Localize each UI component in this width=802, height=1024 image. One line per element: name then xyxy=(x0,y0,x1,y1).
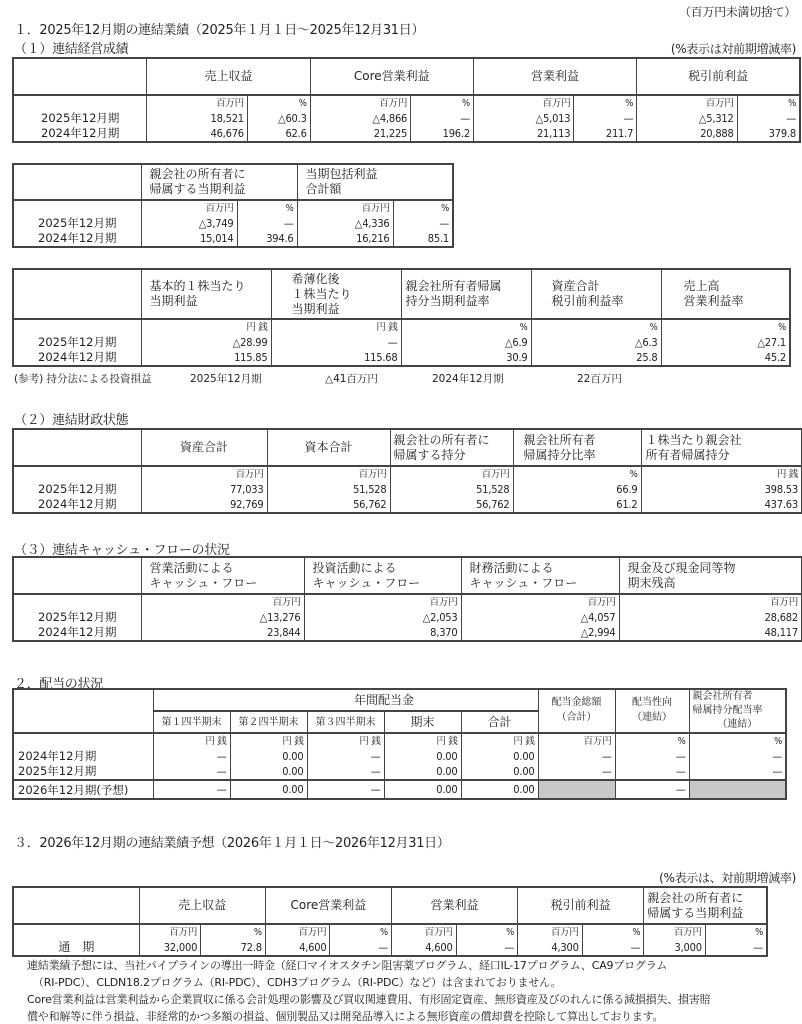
corner-cell xyxy=(13,164,141,200)
corner-cell xyxy=(13,429,141,466)
header-bps: １株当たり親会社 所有者帰属持分 xyxy=(641,429,802,466)
equity-method-value-2: 22百万円 xyxy=(577,373,622,385)
row-labels: 2025年12月期 2024年12月期 xyxy=(13,466,141,513)
cell-op: 百万円 △5,013 21,113 xyxy=(473,95,573,142)
header-q2: 第２四半期末 xyxy=(230,711,307,733)
cell-roe: % △6.9 30.9 xyxy=(401,319,531,366)
unit-note: （百万円未満切捨て） xyxy=(678,5,796,19)
section1-sub3-title: （３）連結キャッシュ・フローの状況 xyxy=(14,543,230,558)
forecast-total-dividend-shaded xyxy=(538,780,615,799)
cell-core-op: 百万円 △4,866 21,225 xyxy=(310,95,410,142)
cell-year-end: 円 銭 0.00 0.00 xyxy=(384,733,461,780)
footnote-line-1: 連結業績予想には、当社パイプラインの導出一時金（経口マイオスタチン阻害薬プログラム、経口IL-17プログラム、CA9プログラム xyxy=(27,959,668,972)
corner-cell xyxy=(13,887,139,924)
section2-title: ２．配当の状況 xyxy=(14,677,103,692)
forecast-core-op: 百万円 4,600 xyxy=(265,924,330,956)
cell-investing-cf: 百万円 △2,053 8,370 xyxy=(304,594,461,641)
section1-title: １．2025年12月期の連結業績（2025年１月１日～2025年12月31日） xyxy=(14,23,425,38)
cell-total-dividend: 百万円 — — xyxy=(538,733,615,780)
header-year-end: 期末 xyxy=(384,711,461,733)
cell-core-op-pct: % — 196.2 xyxy=(411,95,474,142)
cell-doe: % — — xyxy=(689,733,786,780)
cell-equity-ratio: % 66.9 61.2 xyxy=(513,466,641,513)
cell-comp-income: 百万円 △4,336 16,216 xyxy=(297,200,393,247)
corner-cell xyxy=(13,58,147,95)
cell-financing-cf: 百万円 △4,057 △2,994 xyxy=(461,594,619,641)
header-total-equity: 資本合計 xyxy=(267,429,390,466)
forecast-core-op-pct: % — xyxy=(330,924,392,956)
header-total: 合計 xyxy=(461,711,538,733)
header-doe: 親会社所有者 帰属持分配当率 （連結） xyxy=(689,689,786,733)
forecast-revenue: 百万円 32,000 xyxy=(139,924,201,956)
forecast-op-pct: % — xyxy=(456,924,518,956)
cell-equity-attributable: 百万円 51,528 56,762 xyxy=(390,466,513,513)
forecast-year-end: 0.00 xyxy=(384,780,461,799)
footnote-line-2: （RI-PDC）、CLDN18.2プログラム（RI-PDC）、CDH3プログラム（RI-PDC）など）は含まれておりません。 xyxy=(33,976,562,989)
header-core-op-profit: Core営業利益 xyxy=(310,58,473,95)
cell-profit-attr-pct: % — 394.6 xyxy=(237,200,297,247)
cell-pretax: 百万円 △5,312 20,888 xyxy=(637,95,737,142)
corner-cell xyxy=(13,269,141,319)
equity-method-period-1: 2025年12月期 xyxy=(190,373,262,385)
header-op-margin: 売上高 営業利益率 xyxy=(661,269,790,319)
header-comprehensive-income: 当期包括利益 合計額 xyxy=(297,164,453,200)
cash-flow-table xyxy=(12,556,802,642)
forecast-header-op: 営業利益 xyxy=(391,887,517,924)
forecast-footnotes xyxy=(27,957,802,1024)
profit-attributable-table xyxy=(12,163,454,248)
cell-q1: 円 銭 — — xyxy=(153,733,230,780)
cell-operating-cf: 百万円 △13,276 23,844 xyxy=(141,594,304,641)
cell-pretax-roa: % △6.3 25.8 xyxy=(531,319,661,366)
cell-op-margin: % △27.1 45.2 xyxy=(661,319,790,366)
forecast-q2: 0.00 xyxy=(230,780,307,799)
section1-sub1-title: （１）連結経営成績 xyxy=(14,42,129,57)
header-annual-dividend: 年間配当金 xyxy=(153,689,538,711)
cell-comp-income-pct: % — 85.1 xyxy=(393,200,453,247)
corner-cell xyxy=(13,557,141,594)
header-roe: 親会社所有者帰属 持分当期利益率 xyxy=(401,269,531,319)
header-cash-ending: 現金及び現金同等物 期末残高 xyxy=(619,557,802,594)
header-profit-attributable: 親会社の所有者に 帰属する当期利益 xyxy=(141,164,297,200)
header-revenue: 売上収益 xyxy=(147,58,310,95)
footnote-line-3: Core営業利益は営業利益から企業買収に係る会計処理の影響及び買収関連費用、有形固定資産、無形資産及びのれんに係る減損損失、損害賠 xyxy=(27,993,711,1006)
forecast-q3: — xyxy=(307,780,384,799)
forecast-total: 0.00 xyxy=(461,780,538,799)
equity-method-period-2: 2024年12月期 xyxy=(432,373,504,385)
row-labels: 2025年12月期 2024年12月期 xyxy=(13,319,141,366)
dividends-table xyxy=(12,688,787,800)
header-pretax-roa: 資産合計 税引前利益率 xyxy=(531,269,661,319)
forecast-profit-attr: 百万円 3,000 xyxy=(644,924,706,956)
pct-note: (%表示は対前期増減率) xyxy=(670,42,796,56)
header-equity-attributable: 親会社の所有者に 帰属する持分 xyxy=(390,429,513,466)
cell-pretax-pct: % — 379.8 xyxy=(737,95,800,142)
cell-diluted-eps: 円 銭 — 115.68 xyxy=(271,319,401,366)
footnote-line-4: 償や和解等に伴う損益、非経常的かつ多額の損益、個別製品又は開発品導入による無形資産の償却費を控除して算出しております。 xyxy=(27,1010,664,1023)
cell-revenue: 百万円 18,521 46,676 xyxy=(147,95,247,142)
header-investing-cf: 投資活動による キャッシュ・フロー xyxy=(304,557,461,594)
cell-basic-eps: 円 銭 △28.99 115.85 xyxy=(141,319,271,366)
cell-payout-ratio: % — — xyxy=(615,733,689,780)
forecast-header-profit-attr: 親会社の所有者に 帰属する当期利益 xyxy=(644,887,767,924)
header-equity-ratio: 親会社所有者 帰属持分比率 xyxy=(513,429,641,466)
section1-sub2-title: （２）連結財政状態 xyxy=(14,413,129,428)
forecast-table xyxy=(12,886,768,957)
forecast-header-pretax: 税引前利益 xyxy=(518,887,644,924)
cell-q3: 円 銭 — — xyxy=(307,733,384,780)
corner-cell xyxy=(13,689,153,733)
cell-bps: 円 銭 398.53 437.63 xyxy=(641,466,802,513)
equity-method-label: (参考) 持分法による投資損益 xyxy=(14,373,152,385)
forecast-pct-note: (%表示は、対前期増減率) xyxy=(659,871,796,885)
forecast-row-label: 2026年12月期(予想) xyxy=(13,780,153,799)
header-pretax-profit: 税引前利益 xyxy=(637,58,800,95)
section3-title: ３．2026年12月期の連結業績予想（2026年１月１日～2026年12月31日） xyxy=(14,836,450,851)
per-share-ratios-table xyxy=(12,268,791,367)
header-payout-ratio: 配当性向 （連結） xyxy=(615,689,689,733)
row-labels: 通 期 xyxy=(13,924,139,956)
forecast-payout-ratio: — xyxy=(615,780,689,799)
header-q1: 第１四半期末 xyxy=(153,711,230,733)
forecast-pretax-pct: % — xyxy=(582,924,644,956)
forecast-doe-shaded xyxy=(689,780,786,799)
row-labels: 2025年12月期 2024年12月期 xyxy=(13,594,141,641)
header-financing-cf: 財務活動による キャッシュ・フロー xyxy=(461,557,619,594)
forecast-profit-attr-pct: % — xyxy=(705,924,767,956)
row-labels: 2025年12月期 2024年12月期 xyxy=(13,200,141,247)
header-total-dividend: 配当金総額 （合計） xyxy=(538,689,615,733)
cell-total: 円 銭 0.00 0.00 xyxy=(461,733,538,780)
cell-profit-attr: 百万円 △3,749 15,014 xyxy=(141,200,237,247)
forecast-q1: — xyxy=(153,780,230,799)
cell-total-equity: 百万円 51,528 56,762 xyxy=(267,466,390,513)
forecast-header-revenue: 売上収益 xyxy=(139,887,265,924)
forecast-pretax: 百万円 4,300 xyxy=(518,924,583,956)
cell-q2: 円 銭 0.00 0.00 xyxy=(230,733,307,780)
row-labels: 2024年12月期 2025年12月期 xyxy=(13,733,153,780)
operating-results-table xyxy=(12,57,801,143)
cell-op-pct: % — 211.7 xyxy=(574,95,637,142)
header-diluted-eps: 希薄化後 １株当たり 当期利益 xyxy=(271,269,401,319)
cell-cash-ending: 百万円 28,682 48,117 xyxy=(619,594,802,641)
forecast-op: 百万円 4,600 xyxy=(391,924,456,956)
header-op-profit: 営業利益 xyxy=(473,58,636,95)
header-total-assets: 資産合計 xyxy=(141,429,267,466)
cell-total-assets: 百万円 77,033 92,769 xyxy=(141,466,267,513)
row-labels: 2025年12月期 2024年12月期 xyxy=(13,95,147,142)
header-q3: 第３四半期末 xyxy=(307,711,384,733)
financial-position-table xyxy=(12,428,802,514)
forecast-header-core-op: Core営業利益 xyxy=(265,887,391,924)
cell-revenue-pct: % △60.3 62.6 xyxy=(247,95,310,142)
header-basic-eps: 基本的１株当たり 当期利益 xyxy=(141,269,271,319)
header-operating-cf: 営業活動による キャッシュ・フロー xyxy=(141,557,304,594)
forecast-revenue-pct: % 72.8 xyxy=(201,924,266,956)
equity-method-value-1: △41百万円 xyxy=(325,373,378,385)
